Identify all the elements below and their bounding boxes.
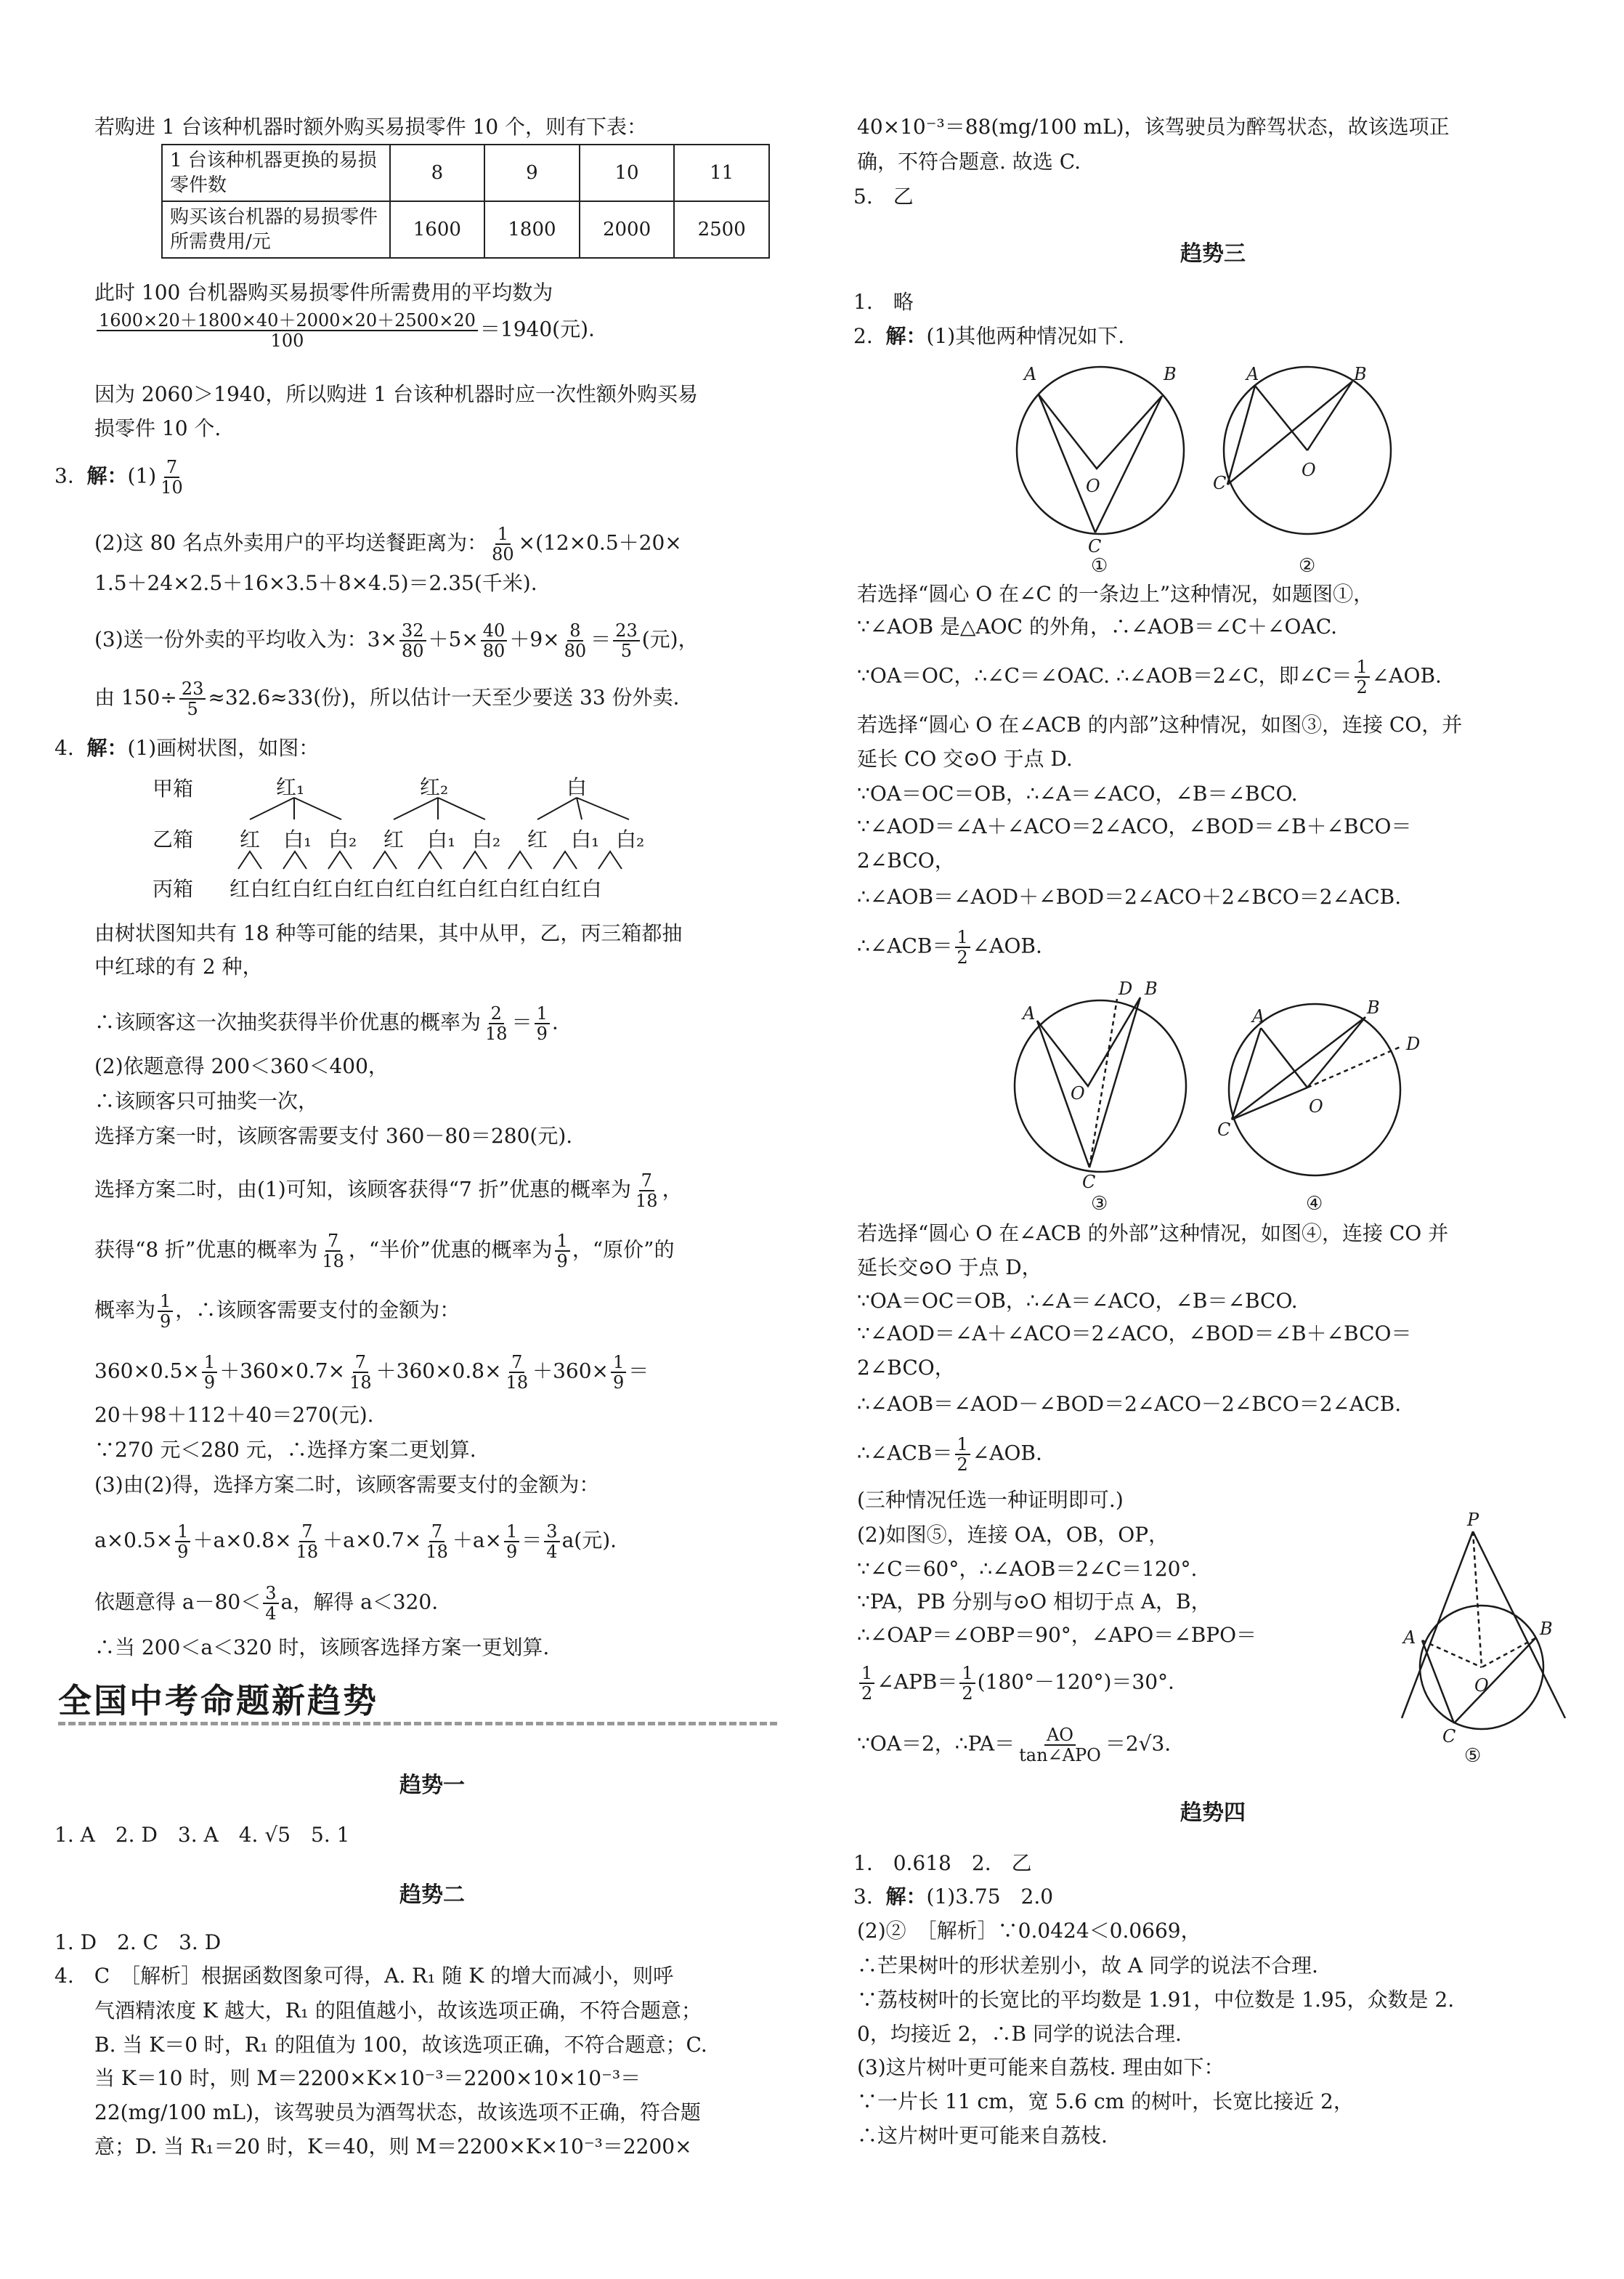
tree-node: 白₂ bbox=[472, 827, 501, 851]
tree-branches bbox=[153, 770, 777, 908]
text-line: (3)由(2)得，选择方案二时，该顾客需要支付的金额为： bbox=[94, 1473, 600, 1497]
text-line: ∵OA＝OC＝OB，∴∠A＝∠ACO，∠B＝∠BCO. bbox=[857, 782, 1298, 806]
table-cell: 9 bbox=[484, 145, 580, 201]
geometry-figures-3-4 bbox=[1002, 977, 1453, 1217]
text-line: 若购进 1 台该种机器时额外购买易损零件 10 个，则有下表： bbox=[94, 115, 648, 139]
text-line: 由树状图知共有 18 种等可能的结果，其中从甲，乙，丙三箱都抽 bbox=[94, 921, 683, 945]
table-cell: 1600 bbox=[390, 201, 485, 258]
question-3-line: 3. 解：(1) $\frac{7}{10}$ bbox=[54, 457, 183, 498]
point-label: C bbox=[1442, 1726, 1456, 1746]
figure-caption: ② bbox=[1299, 555, 1316, 577]
text-line: 20＋98＋112＋40＝270(元). bbox=[94, 1403, 374, 1427]
text-line: 22(mg/100 mL)，该驾驶员为酒驾状态，故该选项不正确，符合题 bbox=[94, 2100, 701, 2124]
table-cell: 2500 bbox=[674, 201, 769, 258]
table-header-cell: 1 台该种机器更换的易损零件数 bbox=[162, 145, 390, 201]
tree-node: 红₁ bbox=[276, 775, 305, 799]
formula-line: ∴该顾客这一次抽奖获得半价优惠的概率为 $\frac{2}{18}$ ＝ $\frac{1}{9}$ . bbox=[94, 1003, 559, 1044]
point-label: O bbox=[1309, 1096, 1323, 1117]
point-label: C bbox=[1213, 473, 1227, 493]
point-label: A bbox=[1023, 1003, 1036, 1024]
tree-row-label: 乙箱 bbox=[153, 827, 194, 851]
text-line: ∴∠OAP＝∠OBP＝90°，∠APO＝∠BPO＝ bbox=[857, 1623, 1257, 1647]
point-label: C bbox=[1217, 1120, 1231, 1140]
table-cell: 8 bbox=[390, 145, 485, 201]
table-row bbox=[162, 145, 769, 201]
formula-line: ∴∠ACB＝ $\frac{1}{2}$ ∠AOB. bbox=[857, 1434, 1042, 1475]
table-cell: 11 bbox=[674, 145, 769, 201]
answer-line: 1. A 2. D 3. A 4. √5 5. 1 bbox=[54, 1823, 350, 1847]
text-line: 2∠BCO， bbox=[857, 1356, 955, 1380]
text-line: 意；D. 当 R₁＝20 时，K＝40，则 M＝2200×K×10⁻³＝2200× bbox=[94, 2134, 692, 2158]
text-line: ∵270 元＜280 元，∴选择方案二更划算. bbox=[94, 1438, 476, 1462]
point-label: D bbox=[1406, 1034, 1421, 1054]
point-label: P bbox=[1467, 1511, 1479, 1530]
figure-caption: ① bbox=[1091, 555, 1108, 577]
text-line: 选择方案一时，该顾客需要支付 360－80＝280(元). bbox=[94, 1124, 573, 1148]
formula-line: $\frac{1}{2}$ ∠APB＝ $\frac{1}{2}$ (180°－120°)＝30°. bbox=[857, 1664, 1174, 1703]
formula-line: 360×0.5× $\frac{1}{9}$ ＋360×0.7× $\frac{7}{18}$ ＋360×0.8× $\frac{7}{18}$ ＋360× $\frac{1}{9}$ ＝ bbox=[94, 1352, 649, 1393]
point-label: D bbox=[1118, 979, 1133, 999]
text-line: 若选择“圆心 O 在∠ACB 的外部”这种情况，如图④，连接 CO 并 bbox=[857, 1221, 1449, 1245]
point-label: C bbox=[1082, 1172, 1096, 1192]
formula-line: ∴∠ACB＝ $\frac{1}{2}$ ∠AOB. bbox=[857, 927, 1042, 968]
formula-line: (3)送一份外卖的平均收入为：3× $\frac{32}{80}$ ＋5× $\frac{40}{80}$ ＋9× $\frac{8}{80}$ ＝ $\frac{23}{5}$ (元)， bbox=[94, 620, 699, 661]
formula-line: 由 150÷ $\frac{23}{5}$ ≈32.6≈33(份)，所以估计一天至少要送 33 份外卖. bbox=[94, 679, 680, 719]
tree-node: 白₂ bbox=[328, 827, 357, 851]
table-row bbox=[162, 201, 769, 258]
trend-heading: 趋势三 bbox=[1180, 241, 1246, 267]
text-line: 中红球的有 2 种， bbox=[94, 955, 263, 979]
text-line: 确，不符合题意. 故选 C. bbox=[857, 150, 1081, 174]
tree-row-label: 甲箱 bbox=[153, 777, 194, 801]
answer-line: 1. 略 bbox=[853, 290, 914, 314]
text-line: 当 K＝10 时，则 M＝2200×K×10⁻³＝2200×10×10⁻³＝ bbox=[94, 2066, 641, 2090]
text-line: (三种情况任选一种证明即可.) bbox=[857, 1488, 1124, 1512]
point-label: A bbox=[1246, 364, 1259, 384]
point-label: O bbox=[1474, 1675, 1489, 1696]
formula-line: 依题意得 a－80＜ $\frac{3}{4}$ a，解得 a＜320. bbox=[94, 1583, 439, 1624]
text-line: ∴芒果树叶的形状差别小，故 A 同学的说法不合理. bbox=[857, 1954, 1318, 1978]
text-line: ∴∠AOB＝∠AOD－∠BOD＝2∠ACO－2∠BCO＝2∠ACB. bbox=[857, 1392, 1402, 1416]
point-label: A bbox=[1252, 1006, 1265, 1027]
text-line: ∵∠AOB 是△AOC 的外角，∴∠AOB＝∠C＋∠OAC. bbox=[857, 615, 1338, 639]
point-label: B bbox=[1540, 1619, 1553, 1639]
text-line: 此时 100 台机器购买易损零件所需费用的平均数为 bbox=[94, 280, 553, 304]
point-label: C bbox=[1088, 536, 1102, 556]
text-line: (2)如图⑤，连接 OA，OB，OP， bbox=[857, 1523, 1169, 1547]
text-line: ∴当 200＜a＜320 时，该顾客选择方案一更划算. bbox=[94, 1635, 550, 1659]
formula-line: 选择方案二时，由(1)可知，该顾客获得“7 折”优惠的概率为 $\frac{7}{18}$ ， bbox=[94, 1170, 683, 1211]
text-line: 1.5＋24×2.5＋16×3.5＋8×4.5)＝2.35(千米). bbox=[94, 571, 537, 595]
question-line: 2. 解：(1)其他两种情况如下. bbox=[853, 324, 1125, 348]
formula-line: (2)这 80 名点外卖用户的平均送餐距离为： $\frac{1}{80}$ ×(12×0.5＋20× bbox=[94, 524, 682, 564]
answer-line: 1. D 2. C 3. D bbox=[54, 1930, 222, 1954]
formula-line: ∵OA＝2，∴PA＝ $\frac{AO}{\text{tan∠APO}}$ ＝2√3. bbox=[857, 1725, 1172, 1765]
text-line: ∵OA＝OC＝OB，∴∠A＝∠ACO，∠B＝∠BCO. bbox=[857, 1289, 1298, 1313]
tree-row-label: 丙箱 bbox=[153, 877, 194, 901]
text-line: ∵∠AOD＝∠A＋∠ACO＝2∠ACO，∠BOD＝∠B＋∠BCO＝ bbox=[857, 1321, 1412, 1345]
section-divider bbox=[58, 1722, 777, 1725]
formula-line: 获得“8 折”优惠的概率为 $\frac{7}{18}$ ，“半价”优惠的概率为 $\frac{1}{9}$ ，“原价”的 bbox=[94, 1231, 675, 1271]
point-label: B bbox=[1367, 997, 1380, 1018]
text-line: 若选择“圆心 O 在∠ACB 的内部”这种情况，如图③，连接 CO，并 bbox=[857, 713, 1463, 737]
text-line: ∵一片长 11 cm，宽 5.6 cm 的树叶，长宽比接近 2， bbox=[857, 2089, 1354, 2113]
tree-node: 红 bbox=[383, 827, 405, 851]
text-line: 若选择“圆心 O 在∠C 的一条边上”这种情况，如题图①， bbox=[857, 582, 1374, 606]
text-line: (2)② ［解析］∵0.0424＜0.0669， bbox=[857, 1919, 1201, 1943]
text-line: 延长交⊙O 于点 D， bbox=[857, 1255, 1042, 1279]
table-header-cell: 购买该台机器的易损零件所需费用/元 bbox=[162, 201, 390, 258]
text-line: (3)这片树叶更可能来自荔枝. 理由如下： bbox=[857, 2055, 1225, 2079]
tree-node: 白₁ bbox=[427, 827, 456, 851]
trend-heading: 趋势二 bbox=[399, 1882, 465, 1908]
figure-caption: ③ bbox=[1091, 1193, 1108, 1215]
point-label: O bbox=[1071, 1083, 1085, 1104]
table-cell: 10 bbox=[580, 145, 675, 201]
table-cell: 1800 bbox=[484, 201, 580, 258]
point-label: B bbox=[1145, 979, 1158, 999]
trend-heading: 趋势四 bbox=[1180, 1800, 1246, 1826]
point-label: A bbox=[1403, 1627, 1416, 1648]
formula-line: ∵OA＝OC，∴∠C＝∠OAC. ∴∠AOB＝2∠C，即∠C＝ $\frac{1}{2}$ ∠AOB. bbox=[857, 657, 1442, 697]
text-line: ∴∠AOB＝∠AOD＋∠BOD＝2∠ACO＋2∠BCO＝2∠ACB. bbox=[857, 885, 1402, 909]
point-label: O bbox=[1086, 476, 1100, 496]
parts-cost-table bbox=[161, 144, 770, 259]
tree-node: 白 bbox=[567, 775, 588, 799]
text-line: 2∠BCO， bbox=[857, 849, 955, 873]
fraction: $\frac{1600\times 20+1800\times 40+2000\times 20+2500\times 20}{100}$ bbox=[97, 311, 478, 350]
formula-line: a×0.5× $\frac{1}{9}$ ＋a×0.8× $\frac{7}{18}$ ＋a×0.7× $\frac{7}{18}$ ＋a× $\frac{1}{9}$ ＝ $\frac{3}{4}$ a(元). bbox=[94, 1521, 617, 1562]
text-line: 延长 CO 交⊙O 于点 D. bbox=[857, 747, 1073, 771]
text-line: ∴该顾客只可抽奖一次， bbox=[94, 1089, 319, 1113]
tree-node: 红 bbox=[240, 827, 261, 851]
formula-line: 概率为 $\frac{1}{9}$ ，∴该顾客需要支付的金额为： bbox=[94, 1291, 460, 1332]
text-line: ∵荔枝树叶的长宽比的平均数是 1.91，中位数是 1.95，众数是 2. bbox=[857, 1988, 1455, 2012]
formula-line: $\frac{1600\times 20+1800\times 40+2000\times 20+2500\times 20}{100}$ ＝1940(元). bbox=[94, 311, 595, 350]
geometry-figure-5 bbox=[1387, 1511, 1576, 1773]
section-title: 全国中考命题新趋势 bbox=[58, 1681, 378, 1720]
text-line: 4. C ［解析］根据函数图象可得，A. R₁ 随 K 的增大而减小，则呼 bbox=[54, 1964, 674, 1988]
tree-node: 红₂ bbox=[420, 775, 449, 799]
text-line: 损零件 10 个. bbox=[94, 416, 222, 440]
question-4-line: 4. 解：(1)画树状图，如图： bbox=[54, 736, 320, 760]
text-line: ∵PA，PB 分别与⊙O 相切于点 A，B， bbox=[857, 1590, 1211, 1614]
tree-node: 白₁ bbox=[571, 827, 600, 851]
figure-caption: ⑤ bbox=[1464, 1745, 1482, 1767]
answer-line: 5. 乙 bbox=[853, 185, 914, 209]
tree-diagram bbox=[153, 770, 777, 908]
text-line: (2)依题意得 200＜360＜400， bbox=[94, 1054, 389, 1078]
tree-node: 红 bbox=[527, 827, 548, 851]
point-label: O bbox=[1302, 460, 1316, 480]
point-label: B bbox=[1164, 364, 1177, 384]
table-cell: 2000 bbox=[580, 201, 675, 258]
geometry-figures-1-2 bbox=[1002, 360, 1438, 578]
tree-node: 白₁ bbox=[283, 827, 312, 851]
text-line: B. 当 K＝0 时，R₁ 的阻值为 100，故该选项正确，不符合题意；C. bbox=[94, 2033, 707, 2057]
text-line: 0，均接近 2，∴B 同学的说法合理. bbox=[857, 2022, 1182, 2046]
tree-leaves: 红白红白红白红白红白红白红白红白红白 bbox=[230, 877, 603, 901]
question-line: 3. 解：(1)3.75 2.0 bbox=[853, 1885, 1054, 1908]
point-label: B bbox=[1354, 364, 1367, 384]
answer-line: 1. 0.618 2. 乙 bbox=[853, 1851, 1032, 1875]
tree-node: 白₂ bbox=[616, 827, 645, 851]
point-label: A bbox=[1024, 364, 1037, 384]
text-line: ∵∠C＝60°，∴∠AOB＝2∠C＝120°. bbox=[857, 1557, 1198, 1581]
text-line: 因为 2060＞1940，所以购进 1 台该种机器时应一次性额外购买易 bbox=[94, 382, 699, 406]
trend-heading: 趋势一 bbox=[399, 1773, 465, 1798]
text-line: 40×10⁻³＝88(mg/100 mL)，该驾驶员为醉驾状态，故该选项正 bbox=[857, 115, 1450, 139]
text-line: ∵∠AOD＝∠A＋∠ACO＝2∠ACO，∠BOD＝∠B＋∠BCO＝ bbox=[857, 814, 1412, 838]
text-line: ∴这片树叶更可能来自荔枝. bbox=[857, 2124, 1108, 2148]
text-line: 气酒精浓度 K 越大，R₁ 的阻值越小，故该选项正确，不符合题意； bbox=[94, 1999, 702, 2023]
figure-caption: ④ bbox=[1306, 1193, 1323, 1215]
